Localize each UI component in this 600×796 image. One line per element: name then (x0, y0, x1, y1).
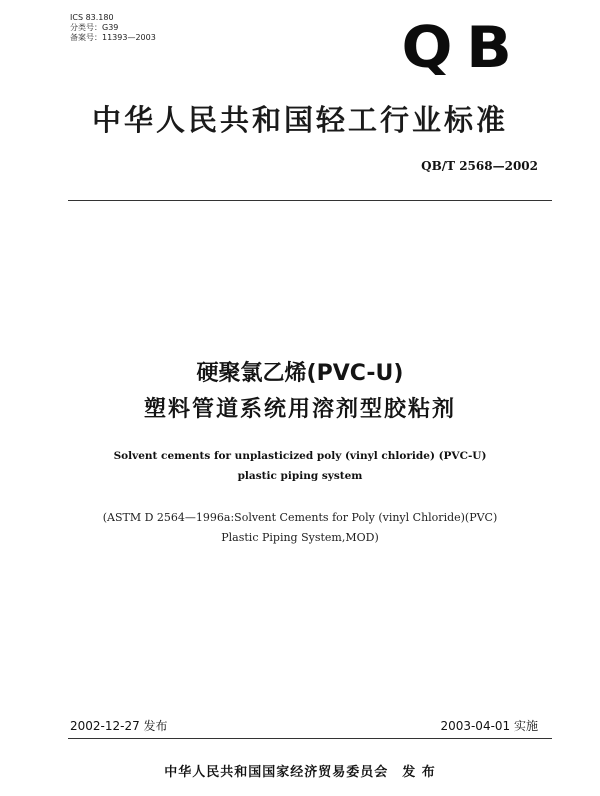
qb-logo (398, 14, 518, 82)
standard-title: 中华人民共和国轻工行业标准 (91, 103, 508, 137)
classification-number: 分类号：G39 (70, 23, 119, 32)
english-title-line-2: plastic piping system (237, 470, 363, 482)
reference-standard-line-1: (ASTM D 2564—1996a:Solvent Cements for Poly (vinyl Chloride)(PVC) (102, 511, 498, 524)
publisher: 中华人民共和国国家经济贸易委员会 发 布 (164, 765, 436, 780)
reference-standard-line-2: Plastic Piping System,MOD) (221, 531, 379, 544)
issue-date: 2002-12-27 发布 (70, 719, 168, 733)
logo-letter-q: Q (401, 14, 453, 82)
standard-code: QB/T 2568—2002 (421, 159, 538, 173)
filing-number: 备案号：11393—2003 (70, 33, 156, 42)
english-title-line-1: Solvent cements for unplasticized poly (vinyl chloride) (PVC-U) (113, 450, 487, 462)
ics-code: ICS 83.180 (70, 13, 114, 22)
header-divider (68, 200, 552, 201)
chinese-title-line-1: 硬聚氯乙烯(PVC-U) (196, 361, 404, 386)
logo-letter-b: B (466, 14, 512, 82)
footer-divider (68, 738, 552, 739)
implementation-date: 2003-04-01 实施 (440, 719, 538, 733)
document-metadata (70, 13, 156, 43)
chinese-title-line-2: 塑料管道系统用溶剂型胶粘剂 (143, 397, 456, 422)
